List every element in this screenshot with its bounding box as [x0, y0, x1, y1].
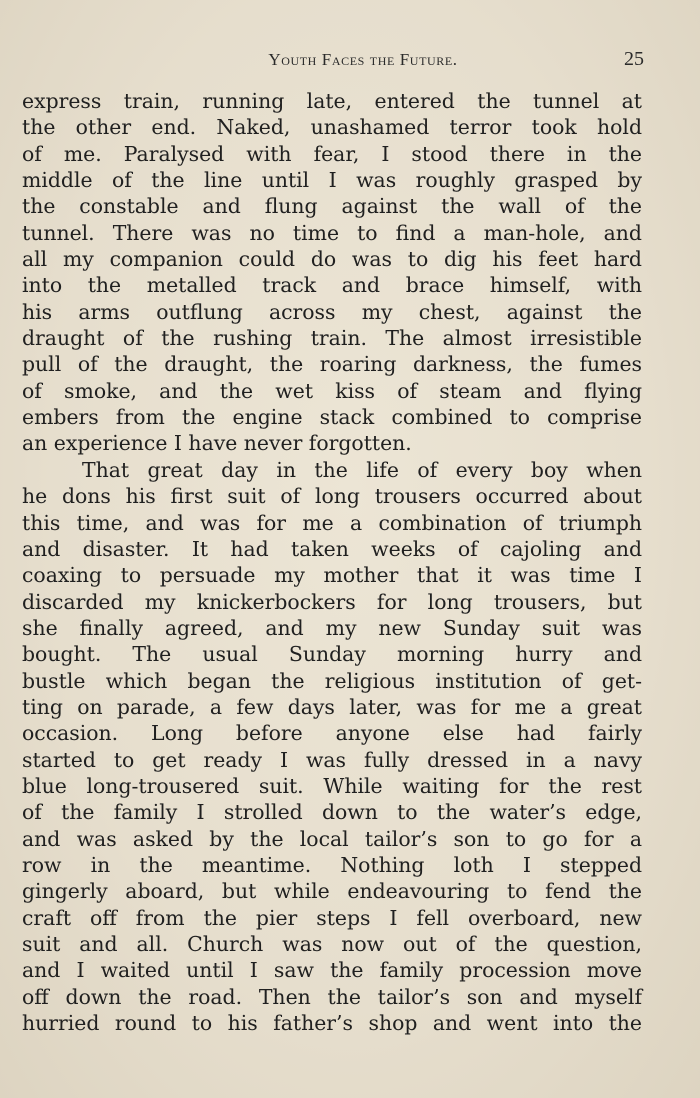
text-line: off down the road. Then the tailor’s son and myself — [22, 984, 642, 1009]
text-line: coaxing to persuade my mother that it was time I — [22, 563, 642, 588]
text-line: express train, running late, entered the tunnel at — [22, 89, 642, 113]
text-line: the other end. Naked, unashamed terror took hold — [22, 115, 642, 140]
text-line: and was asked by the local tailor’s son to go for a — [22, 826, 642, 851]
body-text — [22, 88, 642, 1036]
text-line: his arms outflung across my chest, against the — [22, 299, 642, 324]
text-line: row in the meantime. Nothing loth I stepped — [22, 852, 642, 877]
text-line: he dons his first suit of long trousers occurred about — [22, 484, 642, 509]
text-line: hurried round to his father’s shop and went into the — [22, 1011, 642, 1036]
text-line: all my companion could do was to dig his feet hard — [22, 247, 642, 272]
text-line: of smoke, and the wet kiss of steam and flying — [22, 378, 642, 403]
text-line: occasion. Long before anyone else had fairly — [22, 721, 642, 746]
text-line: and disaster. It had taken weeks of cajoling and — [22, 536, 642, 561]
text-line: draught of the rushing train. The almost irresistible — [22, 326, 642, 351]
text-line: of the family I strolled down to the water’s edge, — [22, 800, 642, 825]
page-header — [22, 48, 644, 74]
text-line: That great day in the life of every boy when — [82, 457, 642, 482]
text-line: bought. The usual Sunday morning hurry and — [22, 642, 642, 667]
text-line: embers from the engine stack combined to comprise — [22, 405, 642, 430]
text-line: ting on parade, a few days later, was for me a great — [22, 694, 642, 719]
text-line: bustle which began the religious institution of get- — [22, 668, 642, 693]
text-line: into the metalled track and brace himself, with — [22, 273, 642, 298]
page-number: 25 — [624, 48, 644, 70]
text-line: craft off from the pier steps I fell overboard, new — [22, 905, 642, 930]
text-line: pull of the draught, the roaring darkness, the fumes — [22, 352, 642, 377]
text-line: tunnel. There was no time to find a man-hole, and — [22, 220, 642, 245]
text-line: of me. Paralysed with fear, I stood there in the — [22, 141, 642, 166]
text-line: middle of the line until I was roughly grasped by — [22, 168, 642, 193]
text-line: and I waited until I saw the family procession move — [22, 958, 642, 983]
paragraph-2 — [22, 457, 642, 1037]
text-line: blue long-trousered suit. While waiting for the rest — [22, 773, 642, 798]
text-line: the constable and flung against the wall of the — [22, 194, 642, 219]
text-line: discarded my knickerbockers for long trousers, but — [22, 589, 642, 614]
text-line: gingerly aboard, but while endeavouring to fend the — [22, 879, 642, 904]
text-line: suit and all. Church was now out of the question, — [22, 932, 642, 956]
running-title: Youth Faces the Future. — [268, 50, 458, 69]
text-line: started to get ready I was fully dressed in a navy — [22, 747, 642, 772]
text-line: an experience I have never forgotten. — [22, 431, 412, 456]
text-line: she finally agreed, and my new Sunday suit was — [22, 615, 642, 640]
paragraph-1 — [22, 88, 642, 457]
text-line: this time, and was for me a combination of triumph — [22, 510, 642, 535]
